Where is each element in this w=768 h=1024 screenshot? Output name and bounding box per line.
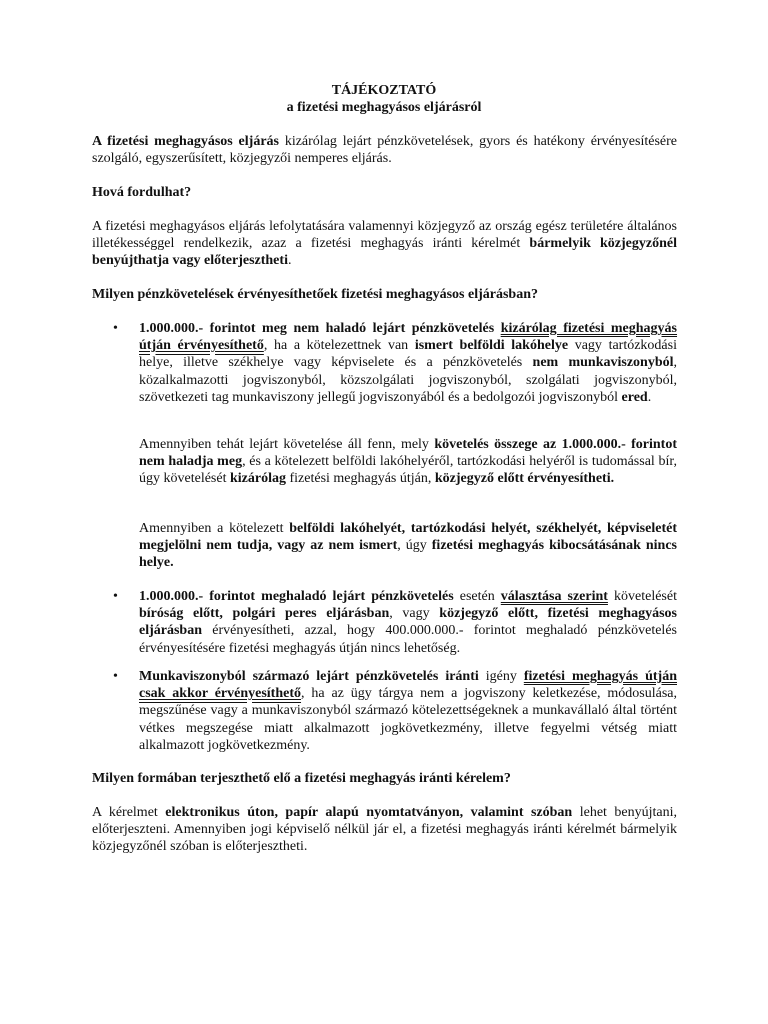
bullet-1-bold-residence: ismert belföldi lakóhelye [414,338,569,354]
bullet-3-bold: Munkaviszonyból származó lejárt pénzkövetelés iránti [139,669,479,684]
followup-bold-exclusively: kizárólag [229,471,286,487]
bullet-3-paragraph [139,668,677,754]
where-text-end: . [287,253,292,269]
unknown-bold-address: belföldi lakóhelyét, tartózkodási helyét, székhelyét, képviseletét megjelölni nem tudja, vagy az nem ismert [139,521,677,554]
bullet-3-text: igény [478,669,524,684]
form-text: A kérelmet [92,805,166,820]
bullet-1-paragraph [139,320,677,406]
heading-where: Hová fordulhat? [92,185,192,200]
bullet-3-underlined: fizetési meghagyás útján csak akkor érvényesíthető [139,669,677,702]
bullet-1-text-4: . [647,389,652,405]
bullet-symbol: • [113,321,118,336]
intro-text: kizárólag lejárt pénzkövetelések, gyors és hatékony érvényesítésére szolgáló, egyszerűsített, közjegyzői nemperes eljárás. [92,134,677,167]
bullet-2-text: esetén [453,589,501,604]
followup-bold-amount: követelés összege az 1.000.000.- forintot nem haladja meg [139,437,678,470]
heading-form: Milyen formában terjeszthető elő a fizetési meghagyás iránti kérelem? [92,771,511,786]
bullet-2-paragraph [139,588,677,657]
bullet-1-text: , ha a kötelezettnek van [263,338,415,354]
bullet-1-bold: 1.000.000.- forintot meg nem haladó lejárt pénzkövetelés [139,321,501,336]
bullet-2-text-2: követelését [607,589,677,604]
form-text-2: lehet benyújtani, előterjeszteni. Amennyiben jogi képviselő nélkül jár el, a fizetési meghagyás iránti kérelmét bármelyik közjegyzőnél szóban is előterjesztheti. [92,805,678,855]
bullet-2-underlined: választása szerint [500,589,608,604]
bullet-symbol: • [113,589,118,604]
bullet-3-text-2: , ha az ügy tárgya nem a jogviszony keletkezése, módosulása, megszűnése vagy a munkaviszonyból származó kötelezettségeknek a munkavállaló által történt vétkes megszegése miatt alkalmazott jogkövetkezmény, illetve fegyelmi vétség miatt alkalmazott jogkövetkezmény. [139,686,677,753]
bullet-1-bold-ered: ered [621,389,648,405]
form-paragraph [92,804,677,856]
where-text: A fizetési meghagyásos eljárás lefolytatására valamennyi közjegyző az ország egész területére általános illetékességgel rendelkezik, azaz a fizetési meghagyás iránti kérelmét [92,219,677,252]
bullet-2-text-4: érvényesítheti, azzal, hogy 400.000.000.- forintot meghaladó pénzkövetelés érvényesítésére fizetési meghagyás útján nincs lehetőség. [139,623,677,656]
bullet-1-underlined: kizárólag fizetési meghagyás útján érvényesíthető [139,321,678,354]
unknown-text: Amennyiben a kötelezett [139,521,290,536]
bullet-1-unknown-address-paragraph [139,520,677,572]
form-bold-methods: elektronikus úton, papír alapú nyomtatványon, valamint szóban [165,805,573,820]
unknown-text-2: , úgy [397,538,432,554]
bullet-2-bold-court: bíróság előtt, polgári peres eljárásban [139,606,390,622]
bullet-2-bold-notary: közjegyző előtt, fizetési meghagyásos eljárásban [139,606,677,639]
bullet-1-text-2: vagy tartózkodási helye, illetve székhelye vagy képviselete és a pénzkövetelés [139,338,677,371]
followup-bold-notary: közjegyző előtt érvényesítheti. [434,471,615,487]
bullet-symbol: • [113,669,118,684]
followup-text: Amennyiben tehát lejárt követelése áll fenn, mely [139,437,435,452]
followup-text-3: fizetési meghagyás útján, [285,471,435,487]
followup-text-2: , és a kötelezett belföldi lakóhelyéről, tartózkodási helyéről is tudomással bír, úgy követelését [139,454,678,487]
bullet-2-text-3: , vagy [389,606,440,622]
heading-which-claims: Milyen pénzkövetelések érvényesíthetőek fizetési meghagyásos eljárásban? [92,287,538,302]
bullet-1-text-3: , közalkalmazotti jogviszonyból, közszolgálati jogviszonyból, szolgálati jogviszonyból, szövetkezeti tag munkaviszony jellegű jogviszonyából és a bedolgozói jogviszonyból [139,355,677,405]
bullet-2-bold: 1.000.000.- forintot meghaladó lejárt pénzkövetelés [139,589,454,604]
bullet-1-followup-paragraph [139,436,677,488]
intro-paragraph [92,133,677,167]
unknown-bold-no-issue: fizetési meghagyás kibocsátásának nincs helye. [139,538,678,571]
where-paragraph [92,218,677,270]
intro-bold-term: A fizetési meghagyásos eljárás [92,134,279,149]
document-subtitle: a fizetési meghagyásos eljárásról [286,100,482,115]
bullet-1-bold-employment: nem munkaviszonyból [532,355,674,371]
where-bold: bármelyik közjegyzőnél benyújthatja vagy előterjesztheti [92,236,677,269]
document-title: TÁJÉKOZTATÓ [331,83,437,98]
